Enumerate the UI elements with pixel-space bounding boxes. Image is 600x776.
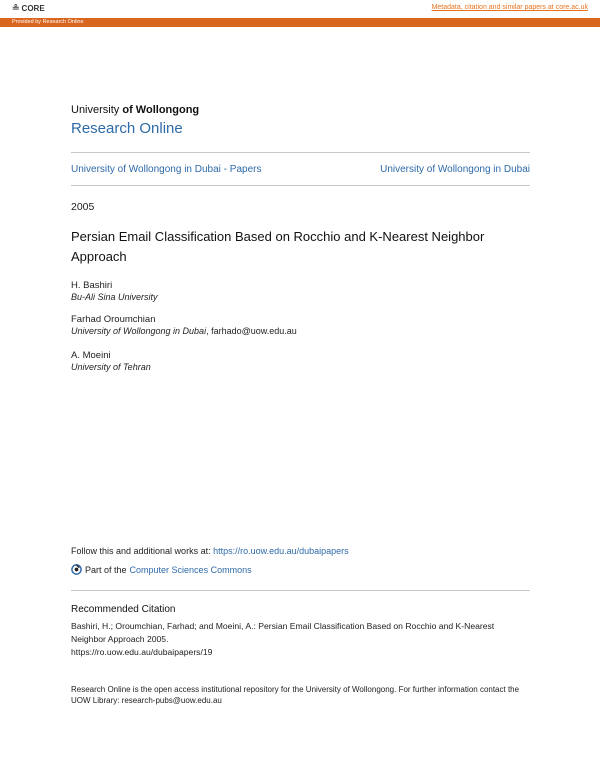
core-logo[interactable] [12,3,45,14]
author-affiliation: University of Tehran [71,362,151,372]
citation-url[interactable]: https://ro.uow.edu.au/dubaipapers/19 [71,647,213,657]
citation-block [71,620,526,659]
commons-network-icon [71,564,82,575]
part-of-line: Part of the Computer Sciences Commons [71,564,252,575]
core-banner [0,0,600,18]
citation-heading: Recommended Citation [71,604,176,615]
series-link-papers[interactable]: University of Wollongong in Dubai - Papers [71,164,262,175]
follow-line: Follow this and additional works at: https://ro.uow.edu.au/dubaipapers [71,546,349,556]
author-name: A. Moeini [71,350,111,361]
divider [71,590,530,591]
citation-text: Bashiri, H.; Oroumchian, Farhad; and Moeini, A.: Persian Email Classification Based on Rocchio and K-Nearest Neighbor Approach 2005. [71,621,495,644]
author-name: Farhad Oroumchian [71,314,156,325]
repository-title[interactable]: Research Online [71,120,183,137]
footer-note: Research Online is the open access institutional repository for the University of Wollongong. For further information contact the UOW Library: research-pubs@uow.edu.au [71,685,520,705]
author-email: , farhado@uow.edu.au [206,326,297,336]
provided-by-bar [0,18,600,27]
divider [71,152,530,153]
core-metadata-link[interactable]: Metadata, citation and similar papers at core.ac.uk [431,4,588,11]
university-name: University of Wollongong [71,104,200,116]
divider [71,185,530,186]
series-link-dubai[interactable]: University of Wollongong in Dubai [380,164,530,175]
follow-link[interactable]: https://ro.uow.edu.au/dubaipapers [213,546,349,556]
author-affiliation: Bu-Ali Sina University [71,292,158,302]
core-logo-icon: ≗ [12,3,20,13]
author-affiliation: University of Wollongong in Dubai, farhado@uow.edu.au [71,326,297,336]
author-name: H. Bashiri [71,280,113,291]
provided-by-text: Provided by Research Online [12,19,84,25]
paper-title: Persian Email Classification Based on Rocchio and K-Nearest Neighbor Approach [71,229,485,264]
publication-year: 2005 [71,201,95,213]
computer-sciences-commons-link[interactable]: Computer Sciences Commons [129,564,252,575]
core-logo-text: CORE [21,4,45,13]
